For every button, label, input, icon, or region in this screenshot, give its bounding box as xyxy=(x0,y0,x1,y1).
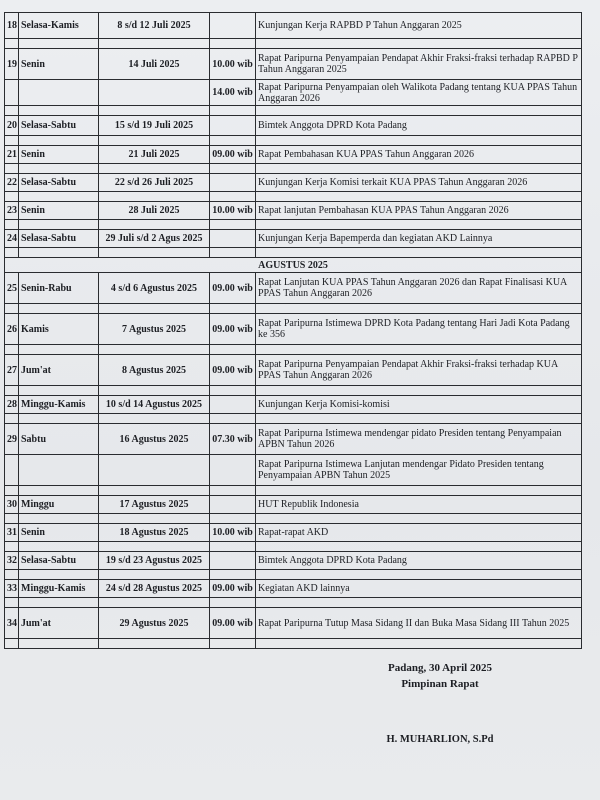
row-number: 28 xyxy=(5,396,19,414)
spacer-row xyxy=(5,136,582,146)
row-activity: Kunjungan Kerja Komisi-komisi xyxy=(256,396,582,414)
row-time: 09.00 wib xyxy=(210,355,256,386)
row-time: 10.00 wib xyxy=(210,524,256,542)
table-row xyxy=(5,314,582,345)
row-activity: Kunjungan Kerja RAPBD P Tahun Anggaran 2025 xyxy=(256,13,582,39)
row-number: 32 xyxy=(5,552,19,570)
empty-cell xyxy=(210,486,256,496)
empty-cell xyxy=(210,345,256,355)
row-activity: Rapat Paripurna Tutup Masa Sidang II dan Buka Masa Sidang III Tahun 2025 xyxy=(256,608,582,639)
row-date xyxy=(99,80,210,106)
row-number: 18 xyxy=(5,13,19,39)
empty-cell xyxy=(256,106,582,116)
row-date: 18 Agustus 2025 xyxy=(99,524,210,542)
row-date: 14 Juli 2025 xyxy=(99,49,210,80)
table-row xyxy=(5,13,582,39)
empty-cell xyxy=(5,514,19,524)
table-row xyxy=(5,496,582,514)
empty-cell xyxy=(256,192,582,202)
empty-cell xyxy=(210,164,256,174)
empty-cell xyxy=(19,192,99,202)
row-activity: Rapat Paripurna Istimewa DPRD Kota Padang tentang Hari Jadi Kota Padang ke 356 xyxy=(256,314,582,345)
row-number: 22 xyxy=(5,174,19,192)
spacer-row xyxy=(5,386,582,396)
empty-cell xyxy=(5,106,19,116)
empty-cell xyxy=(99,598,210,608)
signature-name: H. MUHARLION, S.Pd xyxy=(386,734,494,745)
empty-cell xyxy=(19,514,99,524)
empty-cell xyxy=(210,386,256,396)
empty-cell xyxy=(210,570,256,580)
row-date: 19 s/d 23 Agustus 2025 xyxy=(99,552,210,570)
row-time xyxy=(210,230,256,248)
empty-cell xyxy=(19,639,99,649)
empty-cell xyxy=(256,220,582,230)
spacer-row xyxy=(5,106,582,116)
empty-cell xyxy=(99,192,210,202)
empty-cell xyxy=(99,639,210,649)
row-day: Senin xyxy=(19,524,99,542)
table-row xyxy=(5,580,582,598)
empty-cell xyxy=(19,248,99,258)
empty-cell xyxy=(19,598,99,608)
empty-cell xyxy=(19,304,99,314)
signature-place-date: Padang, 30 April 2025 xyxy=(388,662,492,674)
table-row xyxy=(5,396,582,414)
empty-cell xyxy=(99,248,210,258)
table-row xyxy=(5,230,582,248)
row-time xyxy=(210,174,256,192)
row-date: 21 Juli 2025 xyxy=(99,146,210,164)
row-day: Senin xyxy=(19,202,99,220)
empty-cell xyxy=(99,386,210,396)
row-date: 10 s/d 14 Agustus 2025 xyxy=(99,396,210,414)
empty-cell xyxy=(99,486,210,496)
spacer-row xyxy=(5,514,582,524)
row-activity: HUT Republik Indonesia xyxy=(256,496,582,514)
empty-cell xyxy=(5,486,19,496)
row-activity: Kunjungan Kerja Bapemperda dan kegiatan AKD Lainnya xyxy=(256,230,582,248)
empty-cell xyxy=(210,542,256,552)
row-date: 16 Agustus 2025 xyxy=(99,424,210,455)
empty-cell xyxy=(256,345,582,355)
empty-cell xyxy=(256,414,582,424)
row-time: 14.00 wib xyxy=(210,80,256,106)
empty-cell xyxy=(210,639,256,649)
empty-cell xyxy=(210,220,256,230)
empty-cell xyxy=(99,345,210,355)
row-number: 30 xyxy=(5,496,19,514)
empty-cell xyxy=(99,164,210,174)
row-day: Sabtu xyxy=(19,424,99,455)
spacer-row xyxy=(5,220,582,230)
row-number: 31 xyxy=(5,524,19,542)
row-number: 24 xyxy=(5,230,19,248)
row-day xyxy=(19,455,99,486)
empty-cell xyxy=(210,414,256,424)
spacer-row xyxy=(5,598,582,608)
row-number: 25 xyxy=(5,273,19,304)
row-activity: Rapat Paripurna Penyampaian Pendapat Akhir Fraksi-fraksi terhadap KUA PPAS Tahun Anggaran 2026 xyxy=(256,355,582,386)
empty-cell xyxy=(5,39,19,49)
row-day xyxy=(19,80,99,106)
spacer-row xyxy=(5,486,582,496)
row-activity: Kunjungan Kerja Komisi terkait KUA PPAS Tahun Anggaran 2026 xyxy=(256,174,582,192)
empty-cell xyxy=(5,304,19,314)
row-date xyxy=(99,455,210,486)
row-time xyxy=(210,116,256,136)
row-day: Senin xyxy=(19,146,99,164)
row-time: 09.00 wib xyxy=(210,146,256,164)
table-row xyxy=(5,552,582,570)
row-date: 8 s/d 12 Juli 2025 xyxy=(99,13,210,39)
empty-cell xyxy=(19,486,99,496)
row-number: 21 xyxy=(5,146,19,164)
empty-cell xyxy=(256,639,582,649)
row-day: Selasa-Sabtu xyxy=(19,552,99,570)
row-date: 22 s/d 26 Juli 2025 xyxy=(99,174,210,192)
row-activity: Rapat Paripurna Penyampaian Pendapat Akhir Fraksi-fraksi terhadap RAPBD P Tahun Anggaran 2025 xyxy=(256,49,582,80)
row-day: Selasa-Kamis xyxy=(19,13,99,39)
row-date: 29 Juli s/d 2 Agus 2025 xyxy=(99,230,210,248)
table-row xyxy=(5,202,582,220)
empty-cell xyxy=(5,164,19,174)
row-day: Jum'at xyxy=(19,355,99,386)
empty-cell xyxy=(256,386,582,396)
empty-cell xyxy=(210,106,256,116)
empty-cell xyxy=(256,486,582,496)
row-time: 10.00 wib xyxy=(210,49,256,80)
row-date: 28 Juli 2025 xyxy=(99,202,210,220)
table-row xyxy=(5,355,582,386)
empty-cell xyxy=(19,164,99,174)
row-day: Kamis xyxy=(19,314,99,345)
spacer-row xyxy=(5,570,582,580)
row-day: Minggu-Kamis xyxy=(19,580,99,598)
empty-cell xyxy=(99,136,210,146)
spacer-row xyxy=(5,248,582,258)
empty-cell xyxy=(210,304,256,314)
empty-cell xyxy=(5,136,19,146)
row-number xyxy=(5,80,19,106)
empty-cell xyxy=(256,514,582,524)
table-row xyxy=(5,424,582,455)
row-day: Senin xyxy=(19,49,99,80)
row-number: 34 xyxy=(5,608,19,639)
table-row xyxy=(5,116,582,136)
row-day: Minggu xyxy=(19,496,99,514)
empty-cell xyxy=(210,136,256,146)
row-time xyxy=(210,396,256,414)
row-time: 09.00 wib xyxy=(210,608,256,639)
spacer-row xyxy=(5,542,582,552)
empty-cell xyxy=(99,542,210,552)
row-time xyxy=(210,455,256,486)
empty-cell xyxy=(99,220,210,230)
row-number: 19 xyxy=(5,49,19,80)
empty-cell xyxy=(5,598,19,608)
row-number: 20 xyxy=(5,116,19,136)
empty-cell xyxy=(256,598,582,608)
empty-cell xyxy=(19,386,99,396)
row-date: 29 Agustus 2025 xyxy=(99,608,210,639)
row-activity: Bimtek Anggota DPRD Kota Padang xyxy=(256,552,582,570)
row-activity: Rapat Paripurna Istimewa mendengar pidato Presiden tentang Penyampaian APBN Tahun 2026 xyxy=(256,424,582,455)
table-row xyxy=(5,273,582,304)
spacer-row xyxy=(5,345,582,355)
row-date: 8 Agustus 2025 xyxy=(99,355,210,386)
spacer-row xyxy=(5,639,582,649)
row-date: 24 s/d 28 Agustus 2025 xyxy=(99,580,210,598)
row-day: Selasa-Sabtu xyxy=(19,116,99,136)
empty-cell xyxy=(99,514,210,524)
empty-cell xyxy=(210,598,256,608)
empty-cell xyxy=(19,136,99,146)
empty-cell xyxy=(5,542,19,552)
empty-cell xyxy=(19,345,99,355)
empty-cell xyxy=(210,39,256,49)
table-row xyxy=(5,80,582,106)
empty-cell xyxy=(99,304,210,314)
row-activity: Rapat lanjutan Pembahasan KUA PPAS Tahun Anggaran 2026 xyxy=(256,202,582,220)
row-date: 7 Agustus 2025 xyxy=(99,314,210,345)
empty-cell xyxy=(19,220,99,230)
row-activity: Kegiatan AKD lainnya xyxy=(256,580,582,598)
empty-cell xyxy=(256,304,582,314)
table-row xyxy=(5,174,582,192)
table-row xyxy=(5,524,582,542)
row-time: 07.30 wib xyxy=(210,424,256,455)
empty-cell xyxy=(19,414,99,424)
row-activity: Rapat Pembahasan KUA PPAS Tahun Anggaran 2026 xyxy=(256,146,582,164)
row-day: Selasa-Sabtu xyxy=(19,174,99,192)
empty-cell xyxy=(256,570,582,580)
row-number xyxy=(5,455,19,486)
empty-cell xyxy=(99,39,210,49)
empty-cell xyxy=(210,192,256,202)
empty-cell xyxy=(5,386,19,396)
spacer-row xyxy=(5,164,582,174)
empty-cell xyxy=(99,570,210,580)
empty-cell xyxy=(19,39,99,49)
empty-cell xyxy=(19,542,99,552)
row-day: Jum'at xyxy=(19,608,99,639)
row-activity: Rapat Lanjutan KUA PPAS Tahun Anggaran 2026 dan Rapat Finalisasi KUA PPAS Tahun Anggaran 2026 xyxy=(256,273,582,304)
empty-cell xyxy=(256,136,582,146)
empty-cell xyxy=(5,570,19,580)
row-time: 09.00 wib xyxy=(210,580,256,598)
spacer-row xyxy=(5,304,582,314)
row-time xyxy=(210,496,256,514)
row-day: Minggu-Kamis xyxy=(19,396,99,414)
schedule-table xyxy=(4,12,582,649)
row-number: 26 xyxy=(5,314,19,345)
row-day: Selasa-Sabtu xyxy=(19,230,99,248)
row-activity: Rapat Paripurna Istimewa Lanjutan mendengar Pidato Presiden tentang Penyampaian APBN Tahun 2025 xyxy=(256,455,582,486)
section-title: AGUSTUS 2025 xyxy=(5,258,582,273)
table-row xyxy=(5,146,582,164)
empty-cell xyxy=(5,192,19,202)
empty-cell xyxy=(99,414,210,424)
empty-cell xyxy=(99,106,210,116)
row-time: 10.00 wib xyxy=(210,202,256,220)
signature-position: Pimpinan Rapat xyxy=(401,678,479,690)
row-activity: Rapat-rapat AKD xyxy=(256,524,582,542)
row-time xyxy=(210,552,256,570)
spacer-row xyxy=(5,414,582,424)
empty-cell xyxy=(256,248,582,258)
row-time: 09.00 wib xyxy=(210,273,256,304)
row-date: 17 Agustus 2025 xyxy=(99,496,210,514)
row-activity: Bimtek Anggota DPRD Kota Padang xyxy=(256,116,582,136)
row-number: 27 xyxy=(5,355,19,386)
row-number: 29 xyxy=(5,424,19,455)
table-row xyxy=(5,49,582,80)
empty-cell xyxy=(210,514,256,524)
table-row xyxy=(5,455,582,486)
empty-cell xyxy=(5,248,19,258)
empty-cell xyxy=(5,639,19,649)
row-day: Senin-Rabu xyxy=(19,273,99,304)
row-date: 4 s/d 6 Agustus 2025 xyxy=(99,273,210,304)
table-row xyxy=(5,608,582,639)
spacer-row xyxy=(5,39,582,49)
row-number: 23 xyxy=(5,202,19,220)
section-header-row xyxy=(5,258,582,273)
empty-cell xyxy=(5,414,19,424)
empty-cell xyxy=(5,345,19,355)
row-date: 15 s/d 19 Juli 2025 xyxy=(99,116,210,136)
empty-cell xyxy=(5,220,19,230)
empty-cell xyxy=(210,248,256,258)
empty-cell xyxy=(256,542,582,552)
empty-cell xyxy=(19,570,99,580)
row-number: 33 xyxy=(5,580,19,598)
row-time xyxy=(210,13,256,39)
spacer-row xyxy=(5,192,582,202)
row-activity: Rapat Paripurna Penyampaian oleh Walikota Padang tentang KUA PPAS Tahun Anggaran 2026 xyxy=(256,80,582,106)
empty-cell xyxy=(256,39,582,49)
empty-cell xyxy=(256,164,582,174)
empty-cell xyxy=(19,106,99,116)
row-time: 09.00 wib xyxy=(210,314,256,345)
